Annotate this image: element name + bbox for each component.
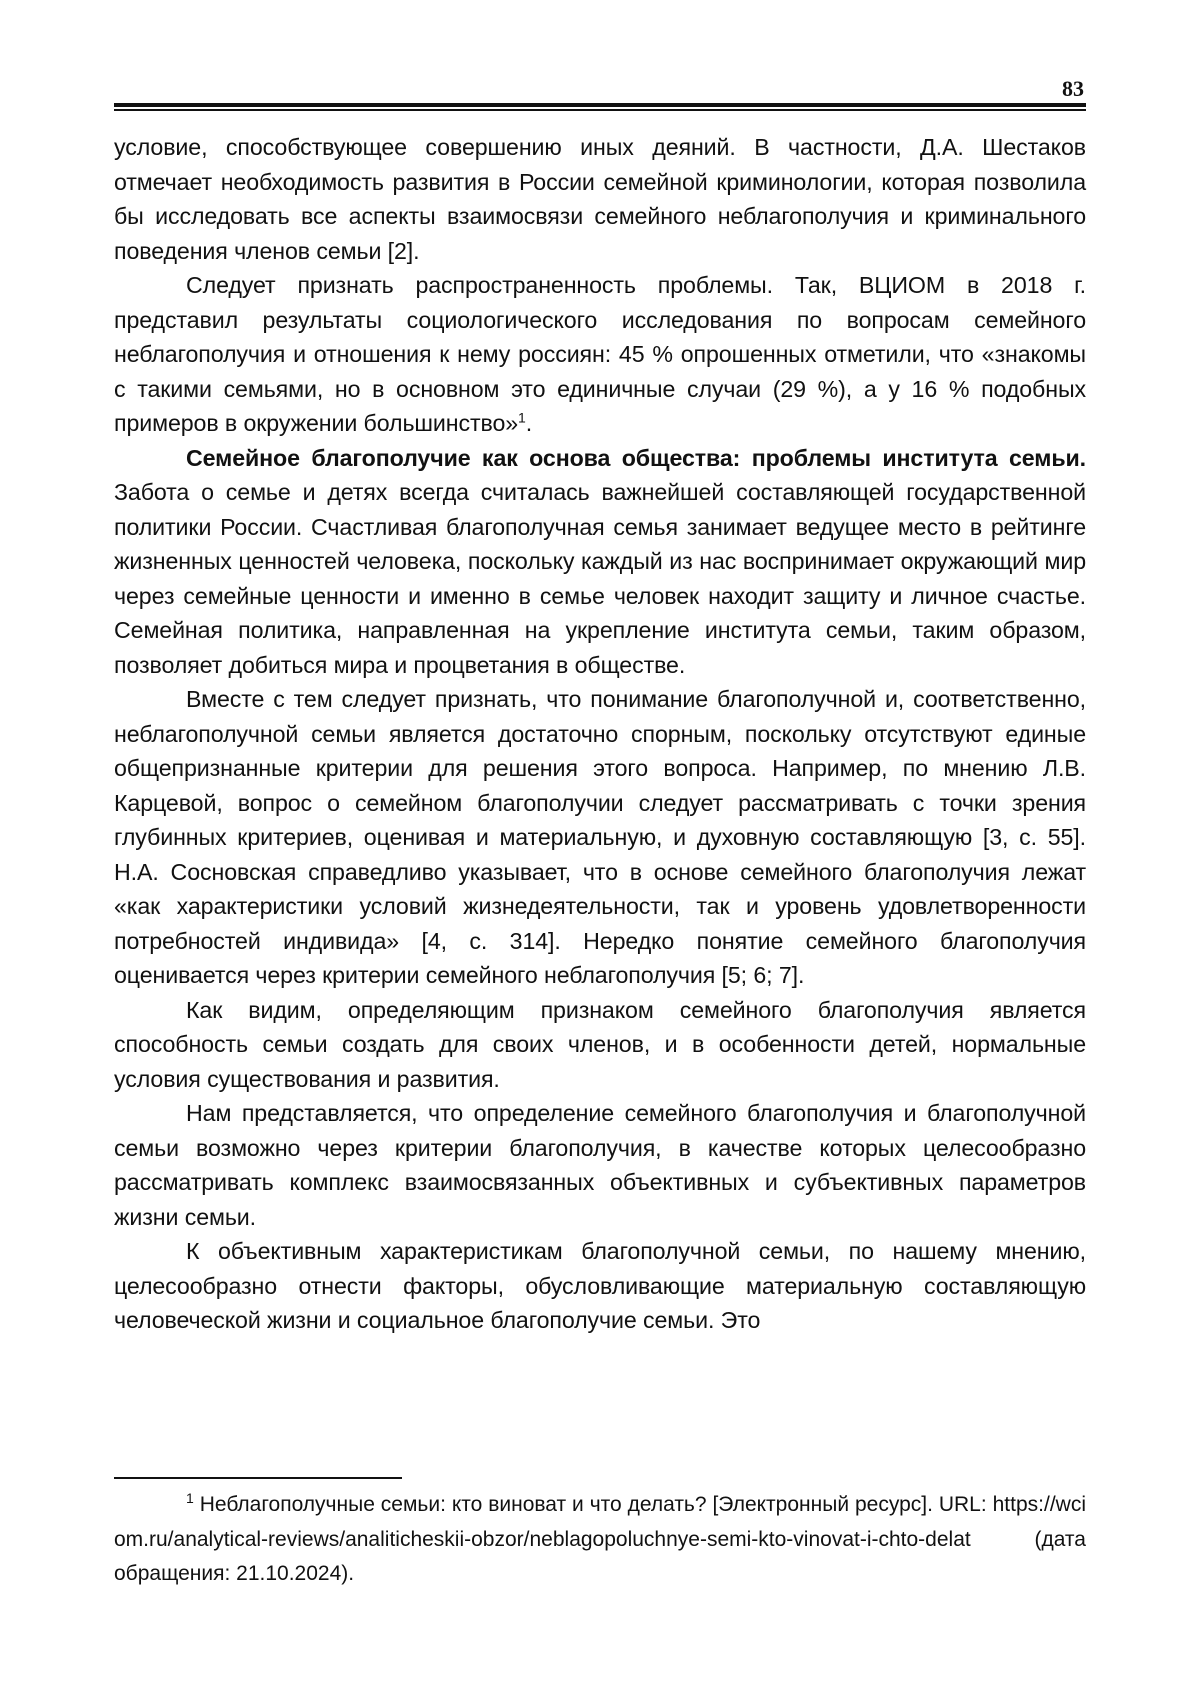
paragraph-4: Вместе с тем следует признать, что понимание благополучной и, соответственно, неблагополучной семьи является достаточно спорным, поскольку отсутствуют единые общепризнанные критерии для решения этого вопроса. Например, по мнению Л.В. Карцевой, вопрос о семейном благополучии следует рассматривать с точки зрения глубинных критериев, оценивая и материальную, и духовную составляющую [3, с. 55]. Н.А. Сосновская справедливо указывает, что в основе семейного благополучия лежат «как характеристики условий жизнедеятельности, так и уровень удовлетворенности потребностей индивида» [4, с. 314]. Нередко понятие семейного благополучия оценивается через критерии семейного неблагополучия [5; 6; 7]. [114, 686, 1086, 988]
footnote-marker: 1 [186, 1490, 194, 1506]
paragraph-2-end: . [525, 410, 533, 436]
footnote-paragraph [114, 1488, 1086, 1592]
header-rule-thin [114, 109, 1086, 111]
header-rule [114, 103, 1086, 107]
paragraph-2-text: Следует признать распространенность проблемы. Так, ВЦИОМ в 2018 г. представил результаты социологического исследования по вопросам семейного неблагополучия и отношения к нему россиян: 45 % опрошенных отметили, что «знакомы с такими семьями, но в основном это единичные случаи (29 %), а у 16 % подобных примеров в окружении большинство» [114, 272, 1086, 436]
page-number: 83 [1062, 76, 1084, 101]
section-heading: Семейное благополучие как основа общества: проблемы института семьи. [186, 444, 1086, 471]
main-text [114, 130, 1086, 1338]
footnote-access-date: (дата обращения: 21.10.2024). [114, 1527, 1086, 1585]
paragraph-1: условие, способствующее совершению иных деяний. В частности, Д.А. Шестаков отмечает необходимость развития в России семейной криминологии, которая позволила бы исследовать все аспекты взаимосвязи семейного неблагополучия и криминального поведения членов семьи [2]. [114, 134, 1086, 264]
paragraph-5: Как видим, определяющим признаком семейного благополучия является способность семьи создать для своих членов, и в особенности детей, нормальные условия существования и развития. [114, 996, 1086, 1092]
footnote [114, 1488, 1086, 1592]
paragraph-6: Нам представляется, что определение семейного благополучия и благополучной семьи возможно через критерии благополучия, в качестве которых целесообразно рассматривать комплекс взаимосвязанных объективных и субъективных параметров жизни семьи. [114, 1100, 1086, 1230]
paragraph-2 [114, 268, 1086, 441]
footnote-ref: 1 [518, 409, 526, 426]
footnote-separator [114, 1477, 402, 1479]
footnote-url[interactable]: https://wciom.ru/analytical-reviews/analiticheskii-obzor/neblagopoluchnye-semi-kto-vinovat-i-chto-delat [114, 1493, 1086, 1551]
footnote-text: Неблагополучные семьи: кто виноват и что делать? [Электронный ресурс]. URL: [193, 1493, 993, 1516]
paragraph-3 [114, 441, 1086, 683]
paragraph-7: К объективным характеристикам благополучной семьи, по нашему мнению, целесообразно отнести факторы, обусловливающие материальную составляющую человеческой жизни и социальное благополучие семьи. Это [114, 1238, 1086, 1333]
paragraph-3-text: Забота о семье и детях всегда считалась важнейшей составляющей государственной политики России. Счастливая благополучная семья занимает ведущее место в рейтинге жизненных ценностей человека, поскольку каждый из нас воспринимает окружающий мир через семейные ценности и именно в семье человек находит защиту и личное счастье. Семейная политика, направленная на укрепление института семьи, таким образом, позволяет добиться мира и процветания в обществе. [114, 479, 1086, 678]
